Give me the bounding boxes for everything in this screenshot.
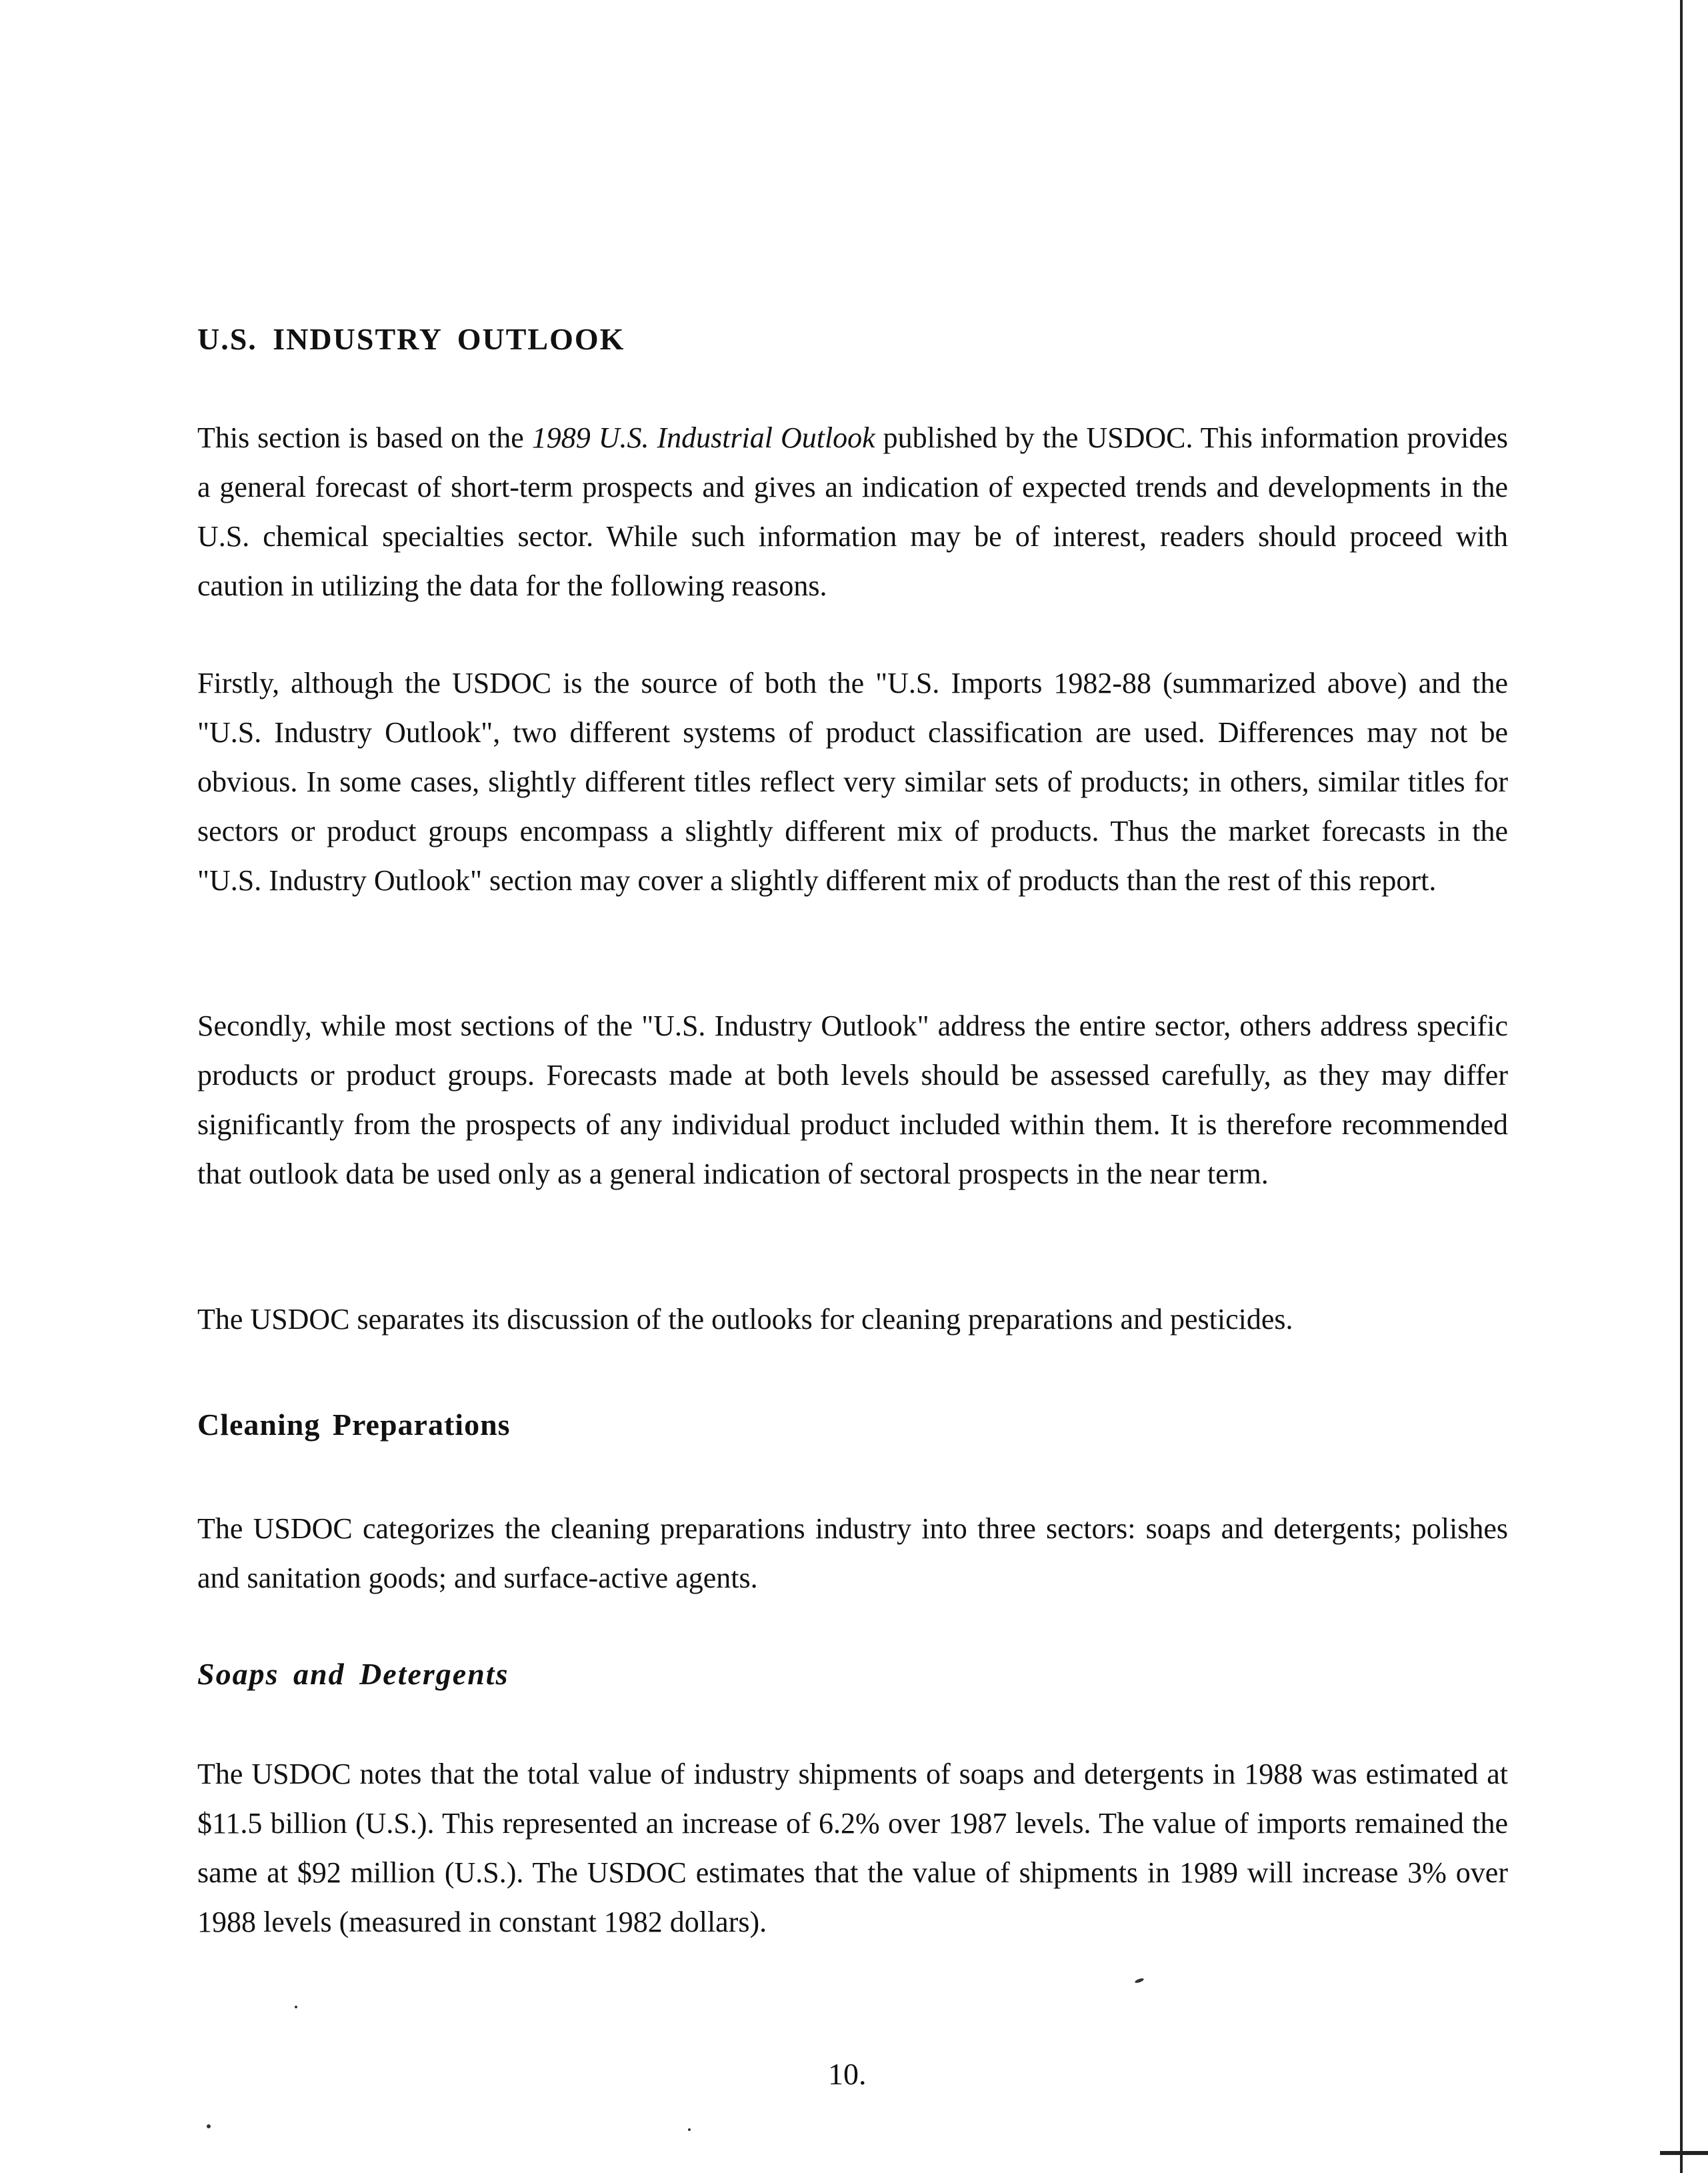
paragraph-separates: The USDOC separates its discussion of the outlooks for cleaning preparations and pesticides.: [197, 1303, 1293, 1336]
soaps-detergents-heading: Soaps and Detergents: [197, 1657, 509, 1691]
cleaning-preparations-paragraph: The USDOC categorizes the cleaning preparations industry into three sectors: soaps and detergents; polishes and sanitation goods; and surface-active agents.: [197, 1512, 1508, 1594]
scan-edge-mark: [1660, 2151, 1708, 2155]
scan-speck: [207, 2124, 211, 2128]
cleaning-preparations-heading: Cleaning Preparations: [197, 1408, 511, 1442]
section-heading: U.S. INDUSTRY OUTLOOK: [197, 322, 625, 356]
paragraph-secondly: Secondly, while most sections of the "U.S. Industry Outlook" address the entire sector, others address specific products or product groups. Forecasts made at both levels should be assessed carefully, as they may differ significantly from the prospects of any individual product included within them. It is therefore recommended that outlook data be used only as a general indication of sectoral prospects in the near term.: [197, 1009, 1508, 1190]
page-number: 10.: [828, 2057, 867, 2091]
intro-paragraph: [197, 413, 1508, 611]
intro-text-before: This section is based on the: [197, 421, 532, 454]
intro-text-after: published by the USDOC. This information provides a general forecast of short-term prospects and gives an indication of expected trends and developments in the U.S. chemical specialties sector. While such information may be of interest, readers should proceed with caution in utilizing the data for the following reasons.: [197, 421, 1508, 602]
scan-edge-line: [1680, 0, 1683, 2173]
paragraph-firstly: Firstly, although the USDOC is the source of both the "U.S. Imports 1982-88 (summarized above) and the "U.S. Industry Outlook", two different systems of product classification are used. Differences may not be obvious. In some cases, slightly different titles reflect very similar sets of products; in others, similar titles for sectors or product groups encompass a slightly different mix of products. Thus the market forecasts in the "U.S. Industry Outlook" section may cover a slightly different mix of products than the rest of this report.: [197, 667, 1508, 897]
scan-speck: [295, 2006, 297, 2008]
scan-speck: [688, 2128, 691, 2131]
publication-title: 1989 U.S. Industrial Outlook: [531, 421, 875, 454]
soaps-detergents-paragraph: The USDOC notes that the total value of industry shipments of soaps and detergents in 1988 was estimated at $11.5 billion (U.S.). This represented an increase of 6.2% over 1987 levels. The value of imports remained the same at $92 million (U.S.). The USDOC estimates that the value of shipments in 1989 will increase 3% over 1988 levels (measured in constant 1982 dollars).: [197, 1758, 1508, 1938]
scan-speck: [1135, 1978, 1145, 1984]
